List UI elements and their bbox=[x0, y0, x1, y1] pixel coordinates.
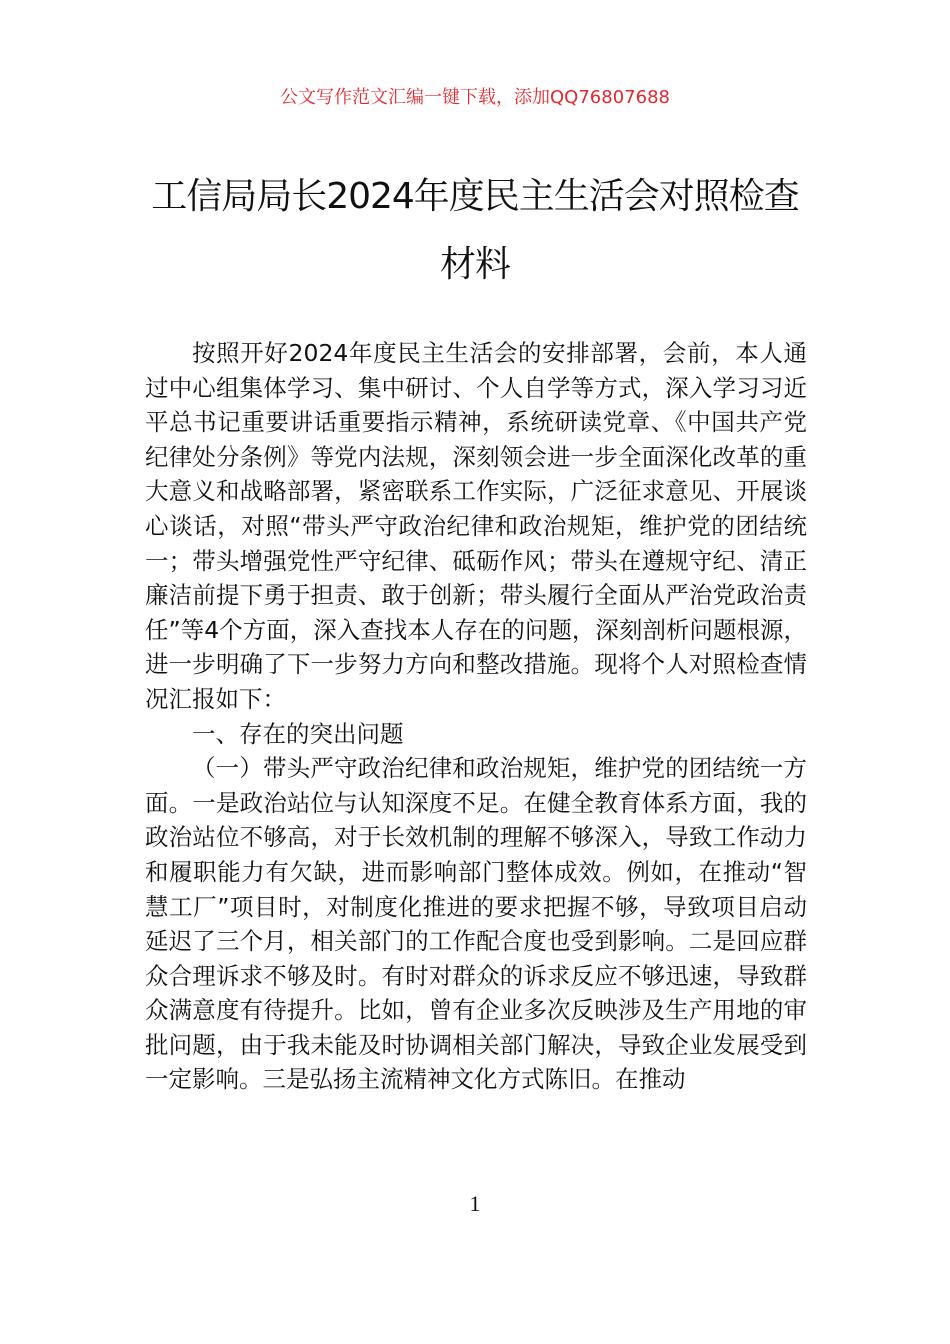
page-number: 1 bbox=[469, 1191, 481, 1216]
section-heading: 一、存在的突出问题 bbox=[192, 719, 404, 748]
intro-paragraph: 按照开好2024年度民主生活会的安排部署，会前，本人通过中心组集体学习、集中研讨、个人自学等方式，深入学习习近平总书记重要讲话重要指示精神，系统研读党章、《中国共产党纪律处分条例》等党内法规，深刻领会进一步全面深化改革的重大意义和战略部署，紧密联系工作实际，广泛征求意见、开展谈心谈话，对照“带头严守政治纪律和政治规矩，维护党的团结统一；带头增强党性严守纪律、砥砺作风；带头在遵规守纪、清正廉洁前提下勇于担责、敢于创新；带头履行全面从严治党政治责任”等4个方面，深入查找本人存在的问题，深刻剖析问题根源，进一步明确了下一步努力方向和整改措施。现将个人对照检查情况汇报如下： bbox=[145, 339, 807, 713]
document-title-line-2: 材料 bbox=[439, 244, 510, 285]
document-body bbox=[145, 336, 807, 1097]
document-title-line-1: 工信局局长2024年度民主生活会对照检查 bbox=[151, 176, 799, 217]
watermark-banner: 公文写作范文汇编一键下载，添加QQ76807688 bbox=[280, 87, 670, 108]
section-paragraph: （一）带头严守政治纪律和政治规矩，维护党的团结统一方面。一是政治站位与认知深度不足。在健全教育体系方面，我的政治站位不够高，对于长效机制的理解不够深入，导致工作动力和履职能力有欠缺，进而影响部门整体成效。例如，在推动“智慧工厂”项目时，对制度化推进的要求把握不够，导致项目启动延迟了三个月，相关部门的工作配合度也受到影响。二是回应群众合理诉求不够及时。有时对群众的诉求反应不够迅速，导致群众满意度有待提升。比如，曾有企业多次反映涉及生产用地的审批问题，由于我未能及时协调相关部门解决，导致企业发展受到一定影响。三是弘扬主流精神文化方式陈旧。在推动 bbox=[145, 754, 807, 1094]
